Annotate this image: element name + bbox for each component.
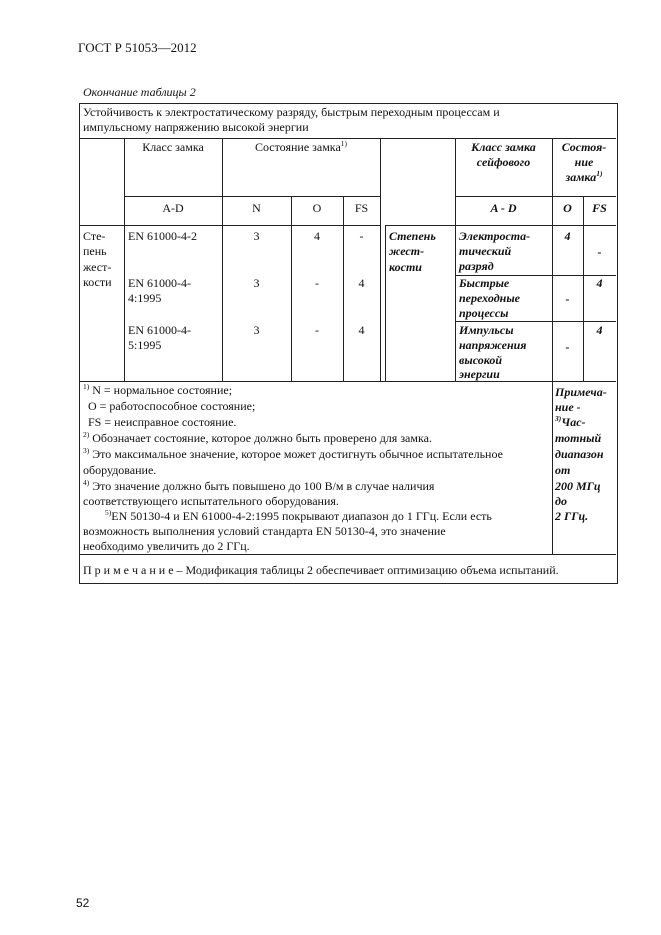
note-4b: соответствующего испытательного оборудования. <box>83 494 339 508</box>
note-1: $^{1)}$ N = нормальное состояние; <box>83 382 233 397</box>
right-note-l7: 200 МГц <box>555 479 601 493</box>
standard-3-l2: 5:1995 <box>128 338 162 352</box>
eft-fs: 4 <box>596 276 603 290</box>
note-3: $^{3)}$ Это максимальное значение, которое может достигнуть обычное испытательное <box>83 446 503 461</box>
note-3b: оборудование. <box>83 463 157 477</box>
row2-o: - <box>315 276 319 290</box>
table-title-line2: импульсному напряжению высокой энергии <box>83 120 309 134</box>
esd-fs: - <box>597 245 602 259</box>
safe-severity-l2: жест- <box>389 244 425 258</box>
safe-lock-class-l1: Класс замка <box>471 140 536 154</box>
page-number: 52 <box>76 896 90 910</box>
right-note-l8: до <box>555 494 567 508</box>
note-5b: возможность выполнения условий стандарта EN 50130-4, это значение <box>83 524 446 538</box>
standard-2-l1: EN 61000-4- <box>128 276 191 290</box>
esd-l3: разряд <box>459 259 494 273</box>
right-note-l4: тотный <box>555 431 602 445</box>
surge-l4: энергии <box>459 367 500 381</box>
safe-lock-state-l3: замка$^{1)}$ <box>565 169 603 184</box>
severity-label-l3: жест- <box>83 260 112 274</box>
safe-lock-state-l1: Состоя- <box>561 140 607 154</box>
lock-class-value: A-D <box>162 201 184 215</box>
table-caption: Окончание таблицы 2 <box>83 85 196 99</box>
lock-state-header: Состояние замка$^{1)}$ <box>254 139 348 154</box>
standard-3-l1: EN 61000-4- <box>128 323 191 337</box>
safe-lock-state-l2: ние <box>574 155 594 169</box>
standard-2-l2: 4:1995 <box>128 291 162 305</box>
right-note-l1: Примеча- <box>555 385 607 399</box>
row1-n: 3 <box>253 229 260 243</box>
eft-l2: переходные <box>459 291 520 305</box>
eft-l1: Быстрые <box>459 276 510 290</box>
table-title-line1: Устойчивость к электростатическому разряду, быстрым переходным процессам и <box>83 105 500 119</box>
esd-l1: Электроста- <box>459 229 531 243</box>
row1-fs: - <box>359 229 364 243</box>
row3-n: 3 <box>253 323 260 337</box>
note-2: $^{2)}$ Обозначает состояние, которое должно быть проверено для замка. <box>83 430 432 445</box>
row3-fs: 4 <box>358 323 365 337</box>
safe-severity-l1: Степень <box>389 229 436 243</box>
state-o-header: O <box>312 201 322 215</box>
document-header: ГОСТ Р 51053—2012 <box>78 40 197 55</box>
severity-label-l4: кости <box>83 275 112 289</box>
safe-severity-l3: кости <box>389 260 422 274</box>
surge-l2: напряжения <box>459 338 527 352</box>
eft-l3: процессы <box>459 306 509 320</box>
safe-state-o-header: O <box>563 201 572 215</box>
standard-1: EN 61000-4-2 <box>128 229 197 243</box>
table-2-continuation <box>79 103 618 584</box>
right-note-l6: от <box>555 463 571 477</box>
safe-lock-class-l2: сейфового <box>476 155 531 169</box>
severity-label-l2: пень <box>83 244 107 258</box>
surge-o: - <box>565 340 570 354</box>
right-note-l9: 2 ГГц. <box>555 509 589 523</box>
right-note-l5: диапазон <box>555 447 604 461</box>
row1-o: 4 <box>314 229 320 243</box>
lock-class-header: Класс замка <box>142 140 204 154</box>
esd-l2: тический <box>459 244 512 258</box>
surge-fs: 4 <box>596 323 603 337</box>
safe-class-value: A - D <box>490 201 517 215</box>
safe-state-fs-header: FS <box>592 201 607 215</box>
surge-l1: Импульсы <box>459 323 514 337</box>
eft-o: - <box>565 292 570 306</box>
state-fs-header: FS <box>354 201 369 215</box>
note-4: $^{4)}$ Это значение должно быть повышено до 100 В/м в случае наличия <box>83 478 435 493</box>
row2-fs: 4 <box>358 276 365 290</box>
note-1c: FS = неисправное состояние. <box>88 415 237 429</box>
severity-label-l1: Сте- <box>83 229 106 243</box>
table-footer-note: П р и м е ч а н и е – Модификация таблицы 2 обеспечивает оптимизацию объема испытаний. <box>83 563 559 577</box>
surge-l3: высокой <box>459 353 503 367</box>
esd-o: 4 <box>564 229 571 243</box>
row2-n: 3 <box>253 276 260 290</box>
note-5: $^{5)}$EN 50130-4 и EN 61000-4-2:1995 покрывают диапазон до 1 ГГц. Если есть <box>105 508 492 523</box>
right-note-l2: ние - <box>555 400 581 414</box>
note-5c: необходимо увеличить до 2 ГГц. <box>83 539 250 553</box>
state-n-header: N <box>252 201 261 215</box>
row3-o: - <box>315 323 319 337</box>
right-note-l3: $^{3)}$Час- <box>555 414 586 429</box>
note-1b: O = работоспособное состояние; <box>88 399 256 413</box>
